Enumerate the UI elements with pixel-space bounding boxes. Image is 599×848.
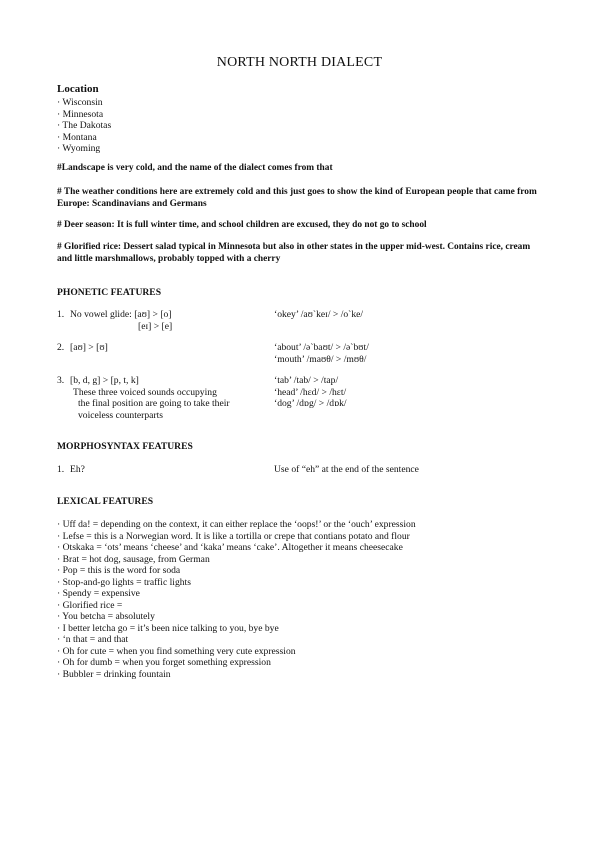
item-description: Eh? [70,464,85,475]
list-item: · ‘n that = and that [57,634,416,646]
item-example [274,309,363,321]
description-line: the final position are going to take their [78,398,230,409]
example-line: ‘dog’ /dɒg/ > /dɒk/ [274,398,347,409]
list-item: · The Dakotas [57,120,111,132]
description-line: [eɪ] > [e] [138,320,173,332]
item-number: 3. [57,375,65,386]
example-line: ‘head’ /hɛd/ > /hɛt/ [274,386,347,398]
example-line: ‘okey’ /aʊ`keɪ/ > /o`ke/ [274,309,364,320]
item-description [70,342,108,354]
note-landscape: #Landscape is very cold, and the name of the dialect comes from that [57,163,333,173]
list-item: · Stop-and-go lights = traffic lights [57,577,416,589]
item-example [274,375,347,410]
list-item: · Lefse = this is a Norwegian word. It is like a tortilla or crepe that contians potato and flour [57,531,416,543]
note-deer-season: # Deer season: It is full winter time, and school children are excused, they do not go to school [57,220,427,230]
list-item: · Glorified rice = [57,600,416,612]
list-item: · I better letcha go = it’s been nice talking to you, bye bye [57,623,416,635]
list-item: · Brat = hot dog, sausage, from German [57,554,416,566]
list-item: · Minnesota [57,109,111,121]
lexical-heading: LEXICAL FEATURES [57,496,154,507]
list-item: · Bubbler = drinking fountain [57,669,416,681]
list-item: · Wyoming [57,143,111,155]
item-number: 1. [57,464,65,475]
list-item: · Montana [57,132,111,144]
location-list [57,97,111,155]
description-line: These three voiced sounds occupying [73,386,217,398]
list-item: · You betcha = absolutely [57,611,416,623]
item-description [70,309,172,332]
description-line: [aʊ] > [ʊ] [70,342,108,353]
list-item: · Wisconsin [57,97,111,109]
example-line: ‘tab’ /tab/ > /tap/ [274,375,339,386]
list-item: · Oh for cute = when you find something very cute expression [57,646,416,658]
example-line: ‘about’ /ə`baʊt/ > /ə`bʊt/ [274,342,369,353]
page-title: NORTH NORTH DIALECT [216,55,383,70]
example-line: ‘mouth’ /maʊθ/ > /mʊθ/ [274,353,367,365]
list-item: · Pop = this is the word for soda [57,565,416,577]
note-glorified-rice: # Glorified rice: Dessert salad typical in Minnesota but also in other states in the upper mid-west. Contains rice, cream and little marshmallows, probably topped with a cherry [57,242,531,264]
item-example: Use of “eh” at the end of the sentence [274,464,419,475]
item-example [274,342,369,365]
lexical-list [57,519,416,680]
note-weather: # The weather conditions here are extremely cold and this just goes to show the kind of European people that came from Europe: Scandinavians and Germans [57,187,537,209]
item-description [70,375,230,421]
morphosyntax-heading: MORPHOSYNTAX FEATURES [57,441,193,452]
item-number: 1. [57,309,65,320]
item-number: 2. [57,342,65,353]
description-line: voiceless counterparts [78,409,163,421]
description-line: No vowel glide: [aʊ] > [o] [70,309,172,320]
list-item: · Spendy = expensive [57,588,416,600]
list-item: · Uff da! = depending on the context, it can either replace the ‘oops!’ or the ‘ouch’ expression [57,519,416,531]
location-heading: Location [57,83,99,95]
phonetic-heading: PHONETIC FEATURES [57,287,162,298]
list-item: · Otskaka = ‘ots’ means ‘cheese’ and ‘kaka’ means ‘cake’. Altogether it means cheesecake [57,542,416,554]
description-line: [b, d, g] > [p, t, k] [70,375,139,386]
list-item: · Oh for dumb = when you forget something expression [57,657,416,669]
